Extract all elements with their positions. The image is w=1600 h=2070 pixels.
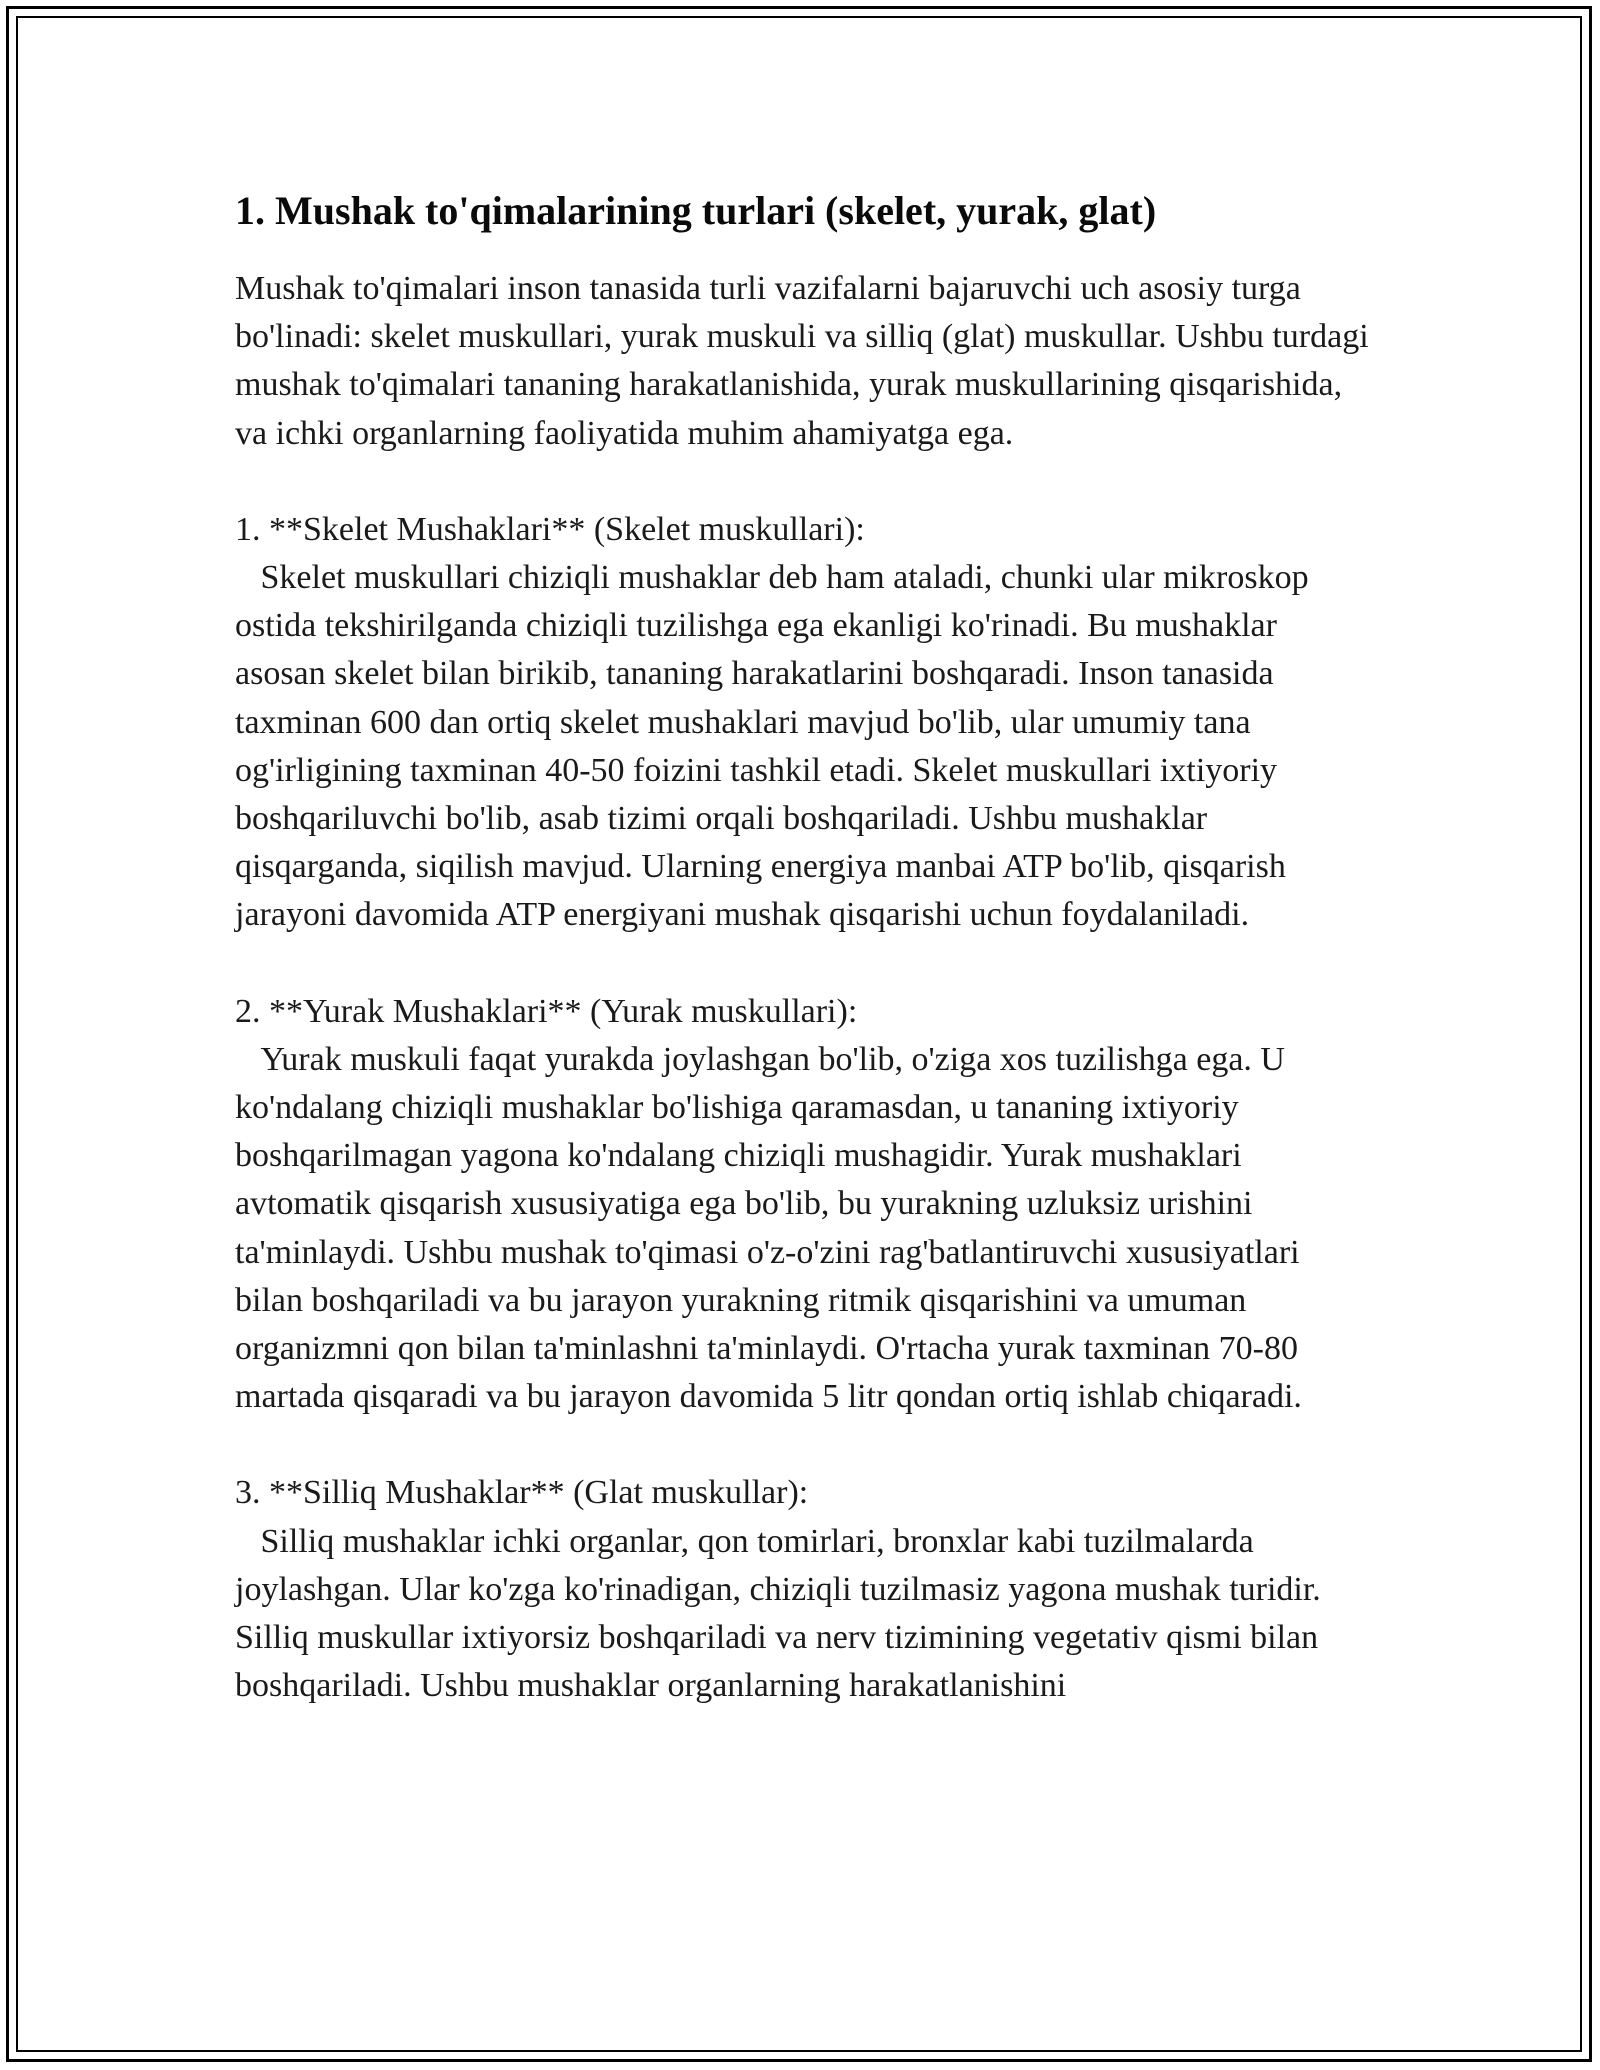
section-body: Yurak muskuli faqat yurakda joylashgan bo'lib, o'ziga xos tuzilishga ega. U ko'ndalang chiziqli mushaklar bo'lishiga qaramasdan, u tananing ixtiyoriy boshqarilmagan yagona ko'ndalang chiziqli mushagidir. Yurak mushaklari avtomatik qisqarish xususiyatiga ega bo'lib, bu yurakning uzluksiz urishini ta'minlaydi. Ushbu mushak to'qimasi o'z-o'zini rag'batlantiruvchi xususiyatlari bilan boshqariladi va bu jarayon yurakning ritmik qisqarishini va umuman organizmni qon bilan ta'minlashni ta'minlaydi. O'rtacha yurak taxminan 70-80 martada qisqaradi va bu jarayon davomida 5 litr qondan ortiq ishlab chiqaradi. (235, 1040, 1309, 1416)
section-body: Skelet muskullari chiziqli mushaklar deb ham ataladi, chunki ular mikroskop ostida tekshirilganda chiziqli tuzilishga ega ekanligi ko'rinadi. Bu mushaklar asosan skelet bilan birikib, tananing harakatlarini boshqaradi. Inson tanasida taxminan 600 dan ortiq skelet mushaklari mavjud bo'lib, ular umumiy tana og'irligining taxminan 40-50 foizini tashkil etadi. Skelet muskullari ixtiyoriy boshqariluvchi bo'lib, asab tizimi orqali boshqariladi. Ushbu mushaklar qisqarganda, siqilish mavjud. Ularning energiya manbai ATP bo'lib, qisqarish jarayoni davomida ATP energiyani mushak qisqarishi uchun foydalaniladi. (235, 559, 1318, 934)
section-skeletal (235, 506, 1375, 940)
intro-paragraph: Mushak to'qimalari inson tanasida turli vazifalarni bajaruvchi uch asosiy turga bo'linadi: skelet muskullari, yurak muskuli va silliq (glat) muskullar. Ushbu turdagi mushak to'qimalari tananing harakatlanishida, yurak muskullarining qisqarishida, va ichki organlarning faoliyatida muhim ahamiyatga ega. (235, 270, 1378, 452)
document-title: 1. Mushak to'qimalarining turlari (skelet, yurak, glat) (235, 188, 1157, 233)
section-body: Silliq mushaklar ichki organlar, qon tomirlari, bronxlar kabi tuzilmalarda joylashgan. Ular ko'zga ko'rinadigan, chiziqli tuzilmasiz yagona mushak turidir. Silliq muskullar ixtiyorsiz boshqariladi va nerv tizimining vegetativ qismi bilan boshqariladi. Ushbu mushaklar organlarning harakatlanishini (235, 1522, 1330, 1705)
paragraph-gap (235, 1421, 1375, 1469)
paragraph-gap (235, 458, 1375, 506)
paragraph-gap (235, 940, 1375, 988)
section-heading: 3. **Silliq Mushaklar** (Glat muskullar): (235, 1474, 809, 1512)
section-cardiac (235, 988, 1375, 1422)
section-heading: 2. **Yurak Mushaklari** (Yurak muskullari): (235, 992, 858, 1030)
section-heading: 1. **Skelet Mushaklari** (Skelet muskullari): (235, 510, 865, 548)
section-smooth (235, 1469, 1375, 1710)
document-body (235, 185, 1378, 1710)
